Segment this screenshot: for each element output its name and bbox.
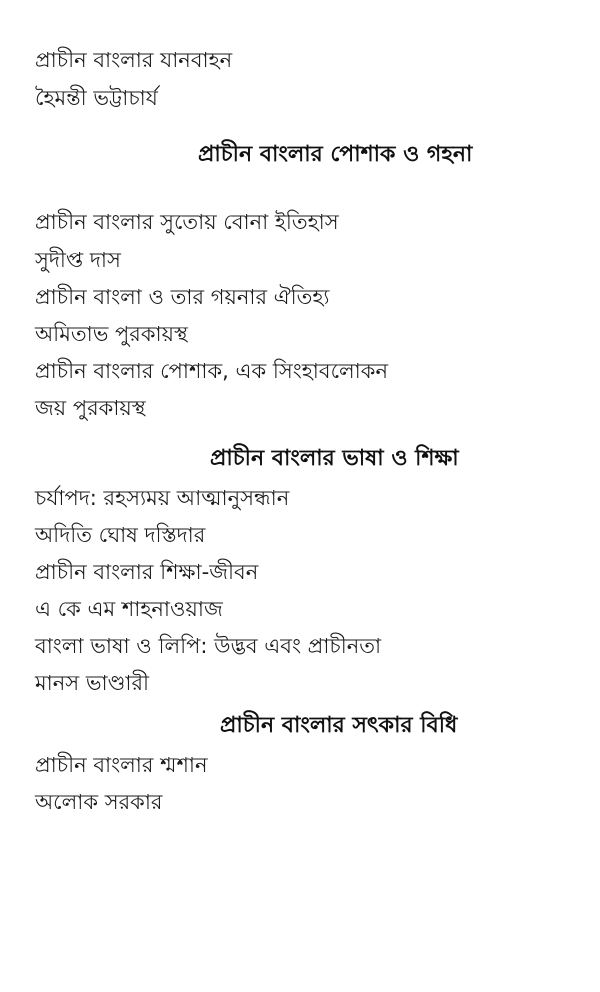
article-title: চর্যাপদ: রহস্যময় আত্মানুসন্ধান	[35, 486, 290, 510]
article-title: প্রাচীন বাংলা ও তার গয়নার ঐতিহ্য	[35, 285, 330, 309]
article-author: এ কে এম শাহনাওয়াজ	[35, 597, 223, 621]
article-title: প্রাচীন বাংলার সুতোয় বোনা ইতিহাস	[35, 210, 339, 234]
article-title: বাংলা ভাষা ও লিপি: উদ্ভব এবং প্রাচীনতা	[35, 634, 382, 658]
article-title: প্রাচীন বাংলার পোশাক, এক সিংহাবলোকন	[35, 359, 388, 383]
article-title: প্রাচীন বাংলার শ্মশান	[35, 753, 208, 777]
section-heading: প্রাচীন বাংলার সৎকার বিধি	[220, 713, 458, 738]
article-title: প্রাচীন বাংলার যানবাহন	[35, 48, 233, 72]
article-author: অলোক সরকার	[35, 790, 163, 814]
article-author: সুদীপ্ত দাস	[35, 248, 121, 272]
article-author: জয় পুরকায়স্থ	[35, 396, 146, 420]
section-heading: প্রাচীন বাংলার পোশাক ও গহনা	[198, 142, 473, 167]
article-author: মানস ভাণ্ডারী	[35, 671, 150, 695]
article-author: অমিতাভ পুরকায়স্থ	[35, 322, 188, 346]
article-title: প্রাচীন বাংলার শিক্ষা-জীবন	[35, 560, 259, 584]
section-heading: প্রাচীন বাংলার ভাষা ও শিক্ষা	[210, 446, 459, 471]
article-author: হৈমন্তী ভট্টাচার্য	[35, 86, 158, 110]
article-author: অদিতি ঘোষ দস্তিদার	[35, 523, 206, 547]
